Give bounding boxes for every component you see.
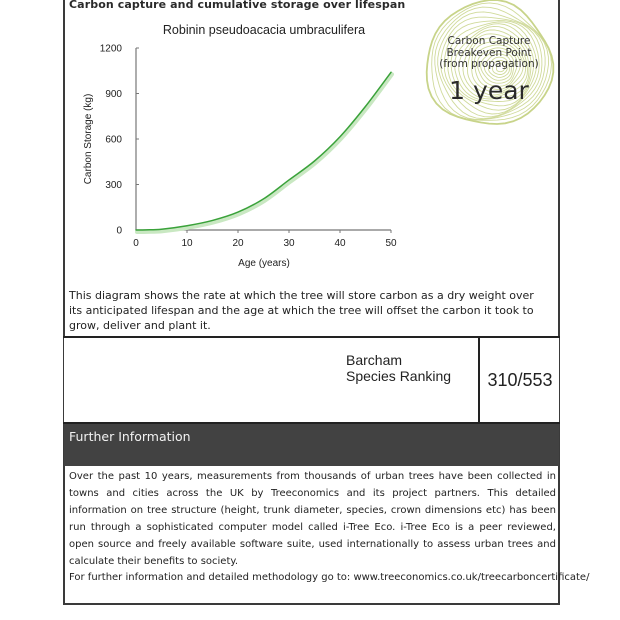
x-axis-label: Age (years) — [238, 258, 290, 269]
breakeven-label-line1: Carbon Capture — [447, 35, 531, 47]
x-tick-label: 40 — [334, 238, 346, 249]
y-tick-label: 600 — [105, 134, 122, 146]
y-tick-label: 0 — [116, 225, 122, 237]
further-info-title: Further Information — [69, 429, 191, 444]
breakeven-value: 1 year — [449, 76, 529, 105]
x-tick-label: 30 — [283, 238, 295, 249]
series-line-carbon-storage — [136, 72, 391, 230]
further-info-body: Over the past 10 years, measurements from thousands of urban trees have been collected in towns and cities across the UK by Treeconomics and its project partners. This detailed information on tree structure (height, trunk diameter, species, crown dimensions etc) has been run through a sophisticated computer model called i-Tree Eco. i-Tree Eco is a peer reviewed, open source and freely available software suite, used internationally to assess urban trees and calculate their benefits to society. — [69, 471, 556, 567]
further-info-link[interactable]: For further information and detailed methodology go to: www.treeconomics.co.uk/treecarboncertificate/ — [69, 572, 590, 583]
y-axis-label: Carbon Storage (kg) — [83, 93, 94, 185]
x-tick-label: 20 — [232, 238, 244, 249]
carbon-storage-chart — [70, 15, 410, 275]
section-title: Carbon capture and cumulative storage over lifespan — [69, 0, 406, 11]
series-line-shadow — [137, 74, 392, 232]
y-axis — [100, 44, 139, 237]
x-tick-label: 50 — [385, 238, 397, 249]
breakeven-label-line2: Breakeven Point — [446, 46, 532, 59]
breakeven-label — [423, 36, 555, 71]
y-tick-label: 1200 — [99, 43, 122, 55]
x-tick-label: 0 — [133, 238, 139, 249]
breakeven-label-line3: (from propagation) — [439, 58, 539, 70]
ranking-label — [346, 352, 451, 384]
ranking-value: 310/553 — [487, 370, 553, 390]
chart-title: Robinin pseudoacacia umbraculifera — [162, 23, 366, 37]
x-tick-label: 10 — [181, 238, 193, 249]
y-tick-label: 900 — [105, 89, 122, 100]
y-tick-label: 300 — [105, 180, 122, 191]
ranking-label-line1: Barcham — [346, 352, 403, 368]
chart-description: This diagram shows the rate at which the tree will store carbon as a dry weight over its anticipated lifespan and the age at which the tree will offset the carbon it took to grow, deliver and plant it. — [69, 289, 534, 332]
ranking-label-line2: Species Ranking — [346, 368, 452, 384]
x-axis — [133, 230, 397, 249]
